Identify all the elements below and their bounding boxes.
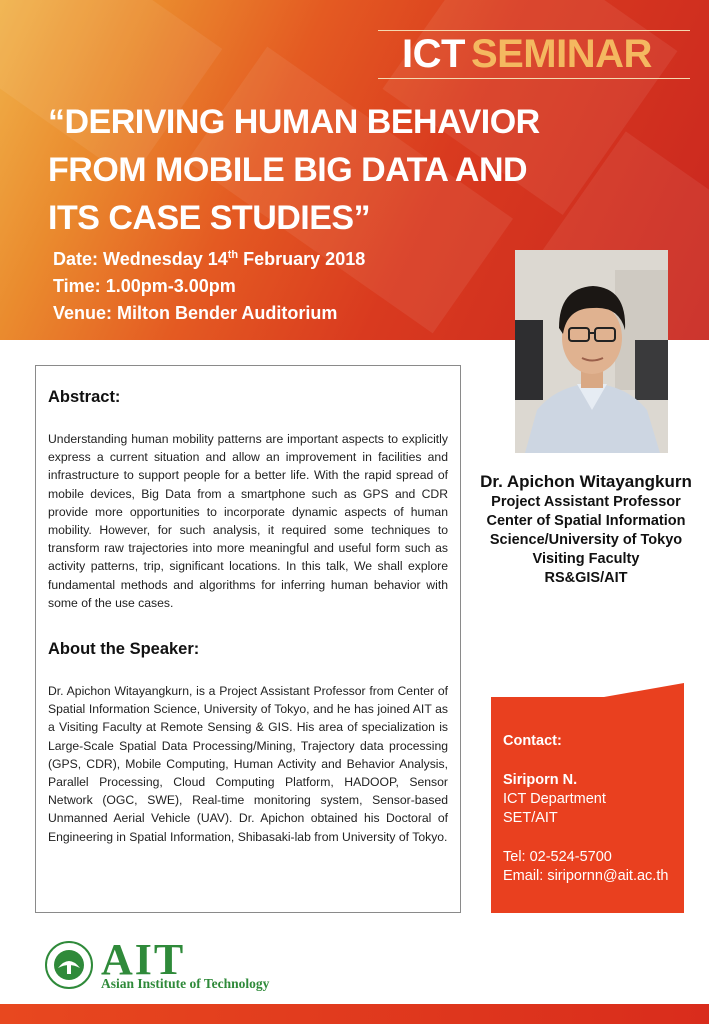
contact-details: [503, 771, 668, 886]
abstract-text: Understanding human mobility patterns are important aspects to explicitly express a current situation and allow an improvement in facilities and infrastructure to support people for a better life. With the rapid spread of mobile devices, Big Data from a smartphone such as GPS and CDR provide more opportunities to incorporate dynamic aspects of human mobility. However, for such analysis, it required some techniques to transform raw trajectories into more meaningful and useful form such as activity patterns, trip, significant locations. In this talk, We shall explore fundamental methods and algorithms for inferring human behavior with some of the use cases.: [48, 432, 448, 610]
footer-bar: [0, 1004, 709, 1024]
event-date: [53, 242, 365, 273]
title-rule-bottom: [378, 78, 690, 79]
date-value-sup: th: [227, 249, 239, 261]
contact-phone[interactable]: Tel: 02-524-5700: [503, 849, 612, 865]
talk-title-line: FROM MOBILE BIG DATA AND: [48, 151, 528, 189]
abstract-panel: [35, 365, 461, 913]
talk-title-line: ITS CASE STUDIES”: [48, 199, 371, 237]
speaker-portrait-illustration: [515, 250, 668, 453]
speaker-position: Project Assistant Professor: [491, 494, 681, 510]
time-value: 1.00pm-3.00pm: [105, 276, 236, 296]
title-rule-top: [378, 30, 690, 31]
contact-name: Siriporn N.: [503, 772, 578, 788]
ait-full-name: Asian Institute of Technology: [101, 976, 270, 991]
seminar-series-title: [402, 32, 652, 77]
talk-title-line: “DERIVING HUMAN BEHAVIOR: [48, 103, 540, 141]
series-word-seminar: SEMINAR: [470, 32, 652, 76]
about-text: Dr. Apichon Witayangkurn, is a Project Assistant Professor from Center of Spatial Information Science, University of Tokyo, and he has joined AIT as a Visiting Faculty at Remote Sensing & GIS. His area of specialization is Large-Scale Spatial Data Processing/Mining, Trajectory data processing (GPS, CDR), Mobile Computing, Human Activity and Behavior Analysis, Parallel Processing, Cloud Computing Platform, HADOOP, Sensor Network (OGC, SWE), Real-time monitoring system, Sensor-based Unmanned Aerial Vehicle (UAV). Dr. Apichon obtained his Doctoral of Engineering in Spatial Information, Shibasaki-lab from University of Tokyo.: [48, 684, 448, 844]
contact-tab: [604, 683, 684, 697]
abstract-heading: Abstract:: [48, 388, 121, 406]
date-label: Date:: [53, 249, 99, 269]
date-value-post: February 2018: [238, 249, 366, 269]
event-time: [53, 273, 365, 300]
series-word-ict: ICT: [402, 32, 465, 76]
speaker-name: Dr. Apichon Witayangkurn: [480, 472, 692, 491]
speaker-photo: [515, 250, 668, 453]
event-details: [53, 242, 365, 327]
ait-seal-icon: [44, 940, 94, 990]
date-value-pre: Wednesday 14: [103, 249, 228, 269]
talk-title: [48, 98, 540, 242]
speaker-affiliation: Science/University of Tokyo: [489, 532, 683, 548]
contact-unit: SET/AIT: [503, 810, 558, 826]
venue-label: Venue:: [53, 303, 113, 323]
about-heading: About the Speaker:: [48, 640, 200, 658]
contact-department: ICT Department: [503, 791, 606, 807]
ait-letters: AIT: [101, 935, 186, 984]
speaker-card: [466, 471, 706, 588]
speaker-role: Visiting Faculty: [532, 551, 640, 567]
time-label: Time:: [53, 276, 101, 296]
contact-label: Contact:: [503, 733, 562, 749]
speaker-affiliation: Center of Spatial Information: [486, 513, 686, 529]
speaker-department: RS&GIS/AIT: [544, 570, 628, 586]
event-venue: [53, 300, 365, 327]
venue-value: Milton Bender Auditorium: [117, 303, 338, 323]
contact-email[interactable]: Email: siripornn@ait.ac.th: [503, 868, 669, 884]
contact-panel: [491, 697, 684, 913]
contact-spacer: [503, 828, 668, 848]
